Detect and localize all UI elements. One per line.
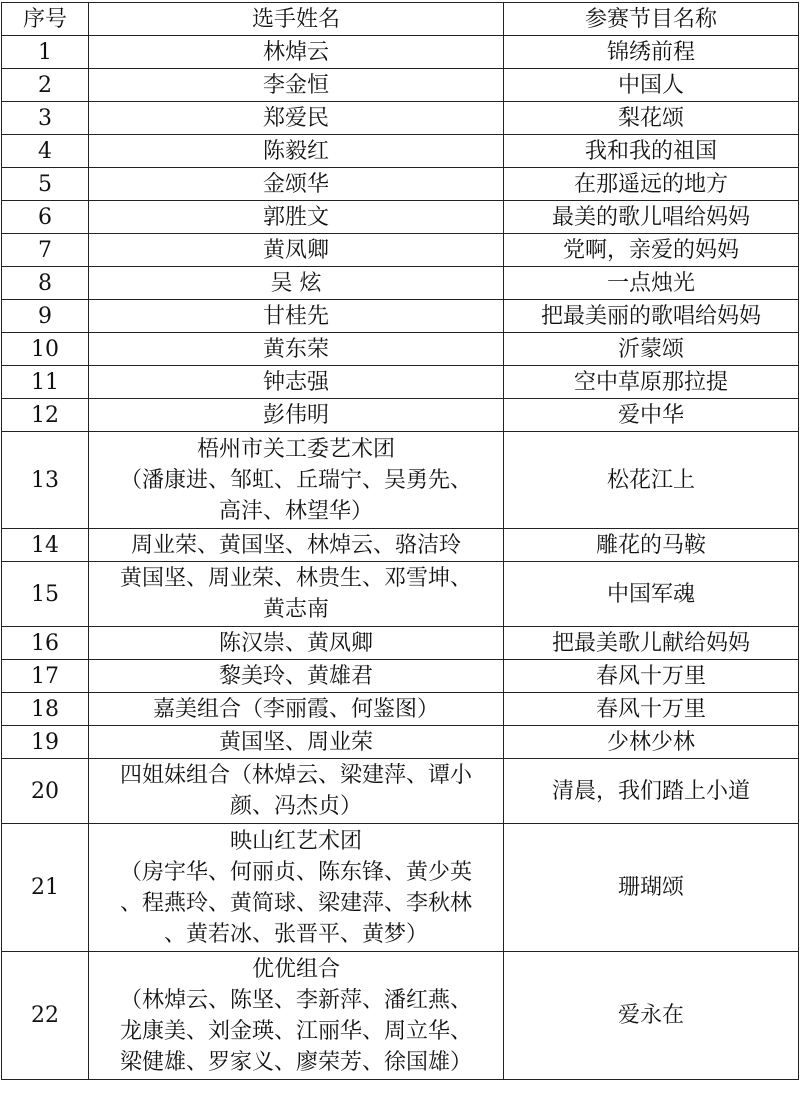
cell-program: 松花江上: [504, 432, 799, 529]
header-program: 参赛节目名称: [504, 3, 799, 36]
cell-no: 10: [2, 333, 89, 366]
cell-name: 梧州市关工委艺术团 （潘康进、邹虹、丘瑞宁、吴勇先、 高沣、林望华）: [89, 432, 504, 529]
header-no: 序号: [2, 3, 89, 36]
cell-program: 中国人: [504, 69, 799, 102]
table-row: [2, 660, 799, 693]
cell-no: 9: [2, 300, 89, 333]
table-row: [2, 267, 799, 300]
cell-program: 最美的歌儿唱给妈妈: [504, 201, 799, 234]
table-row: [2, 627, 799, 660]
cell-no: 17: [2, 660, 89, 693]
cell-name: 钟志强: [89, 366, 504, 399]
cell-name: 映山红艺术团 （房宇华、何丽贞、陈东锋、黄少英 、程燕玲、黄简球、梁建萍、李秋林 、黄若冰、张晋平、黄梦）: [89, 824, 504, 952]
table-row: [2, 952, 799, 1080]
cell-no: 20: [2, 759, 89, 824]
table-row: [2, 726, 799, 759]
cell-name: 金颂华: [89, 168, 504, 201]
cell-name: 黎美玲、黄雄君: [89, 660, 504, 693]
cell-program: 在那遥远的地方: [504, 168, 799, 201]
cell-program: 把最美丽的歌唱给妈妈: [504, 300, 799, 333]
cell-program: 梨花颂: [504, 102, 799, 135]
cell-program: 把最美歌儿献给妈妈: [504, 627, 799, 660]
cell-name: 黄凤卿: [89, 234, 504, 267]
cell-name: 黄国坚、周业荣、林贵生、邓雪坤、 黄志南: [89, 562, 504, 627]
cell-program: 雕花的马鞍: [504, 529, 799, 562]
program-table: [1, 2, 799, 1080]
cell-program: 珊瑚颂: [504, 824, 799, 952]
cell-program: 中国军魂: [504, 562, 799, 627]
cell-no: 11: [2, 366, 89, 399]
cell-no: 16: [2, 627, 89, 660]
table-row: [2, 69, 799, 102]
cell-no: 3: [2, 102, 89, 135]
cell-name: 郑爱民: [89, 102, 504, 135]
header-name: 选手姓名: [89, 3, 504, 36]
cell-no: 6: [2, 201, 89, 234]
cell-program: 一点烛光: [504, 267, 799, 300]
cell-no: 12: [2, 399, 89, 432]
cell-program: 少林少林: [504, 726, 799, 759]
cell-no: 18: [2, 693, 89, 726]
table-row: [2, 234, 799, 267]
cell-name: 周业荣、黄国坚、林焯云、骆洁玲: [89, 529, 504, 562]
cell-no: 1: [2, 36, 89, 69]
cell-no: 2: [2, 69, 89, 102]
cell-name: 彭伟明: [89, 399, 504, 432]
cell-program: 清晨，我们踏上小道: [504, 759, 799, 824]
table-row: [2, 399, 799, 432]
cell-program: 沂蒙颂: [504, 333, 799, 366]
cell-program: 空中草原那拉提: [504, 366, 799, 399]
cell-name: 黄东荣: [89, 333, 504, 366]
cell-name: 优优组合 （林焯云、陈坚、李新萍、潘红燕、 龙康美、刘金瑛、江丽华、周立华、 梁健雄、罗家义、廖荣芳、徐国雄）: [89, 952, 504, 1080]
cell-no: 19: [2, 726, 89, 759]
cell-program: 锦绣前程: [504, 36, 799, 69]
cell-name: 陈汉崇、黄凤卿: [89, 627, 504, 660]
cell-program: 爱永在: [504, 952, 799, 1080]
cell-no: 7: [2, 234, 89, 267]
cell-name: 郭胜文: [89, 201, 504, 234]
cell-name: 陈毅红: [89, 135, 504, 168]
cell-no: 5: [2, 168, 89, 201]
header-row: [2, 3, 799, 36]
table-row: [2, 562, 799, 627]
cell-no: 14: [2, 529, 89, 562]
cell-name: 甘桂先: [89, 300, 504, 333]
table-row: [2, 529, 799, 562]
table-row: [2, 201, 799, 234]
cell-no: 8: [2, 267, 89, 300]
cell-no: 4: [2, 135, 89, 168]
cell-program: 春风十万里: [504, 693, 799, 726]
cell-program: 我和我的祖国: [504, 135, 799, 168]
table-row: [2, 824, 799, 952]
cell-name: 黄国坚、周业荣: [89, 726, 504, 759]
cell-program: 爱中华: [504, 399, 799, 432]
table-row: [2, 102, 799, 135]
table-row: [2, 432, 799, 529]
table-row: [2, 36, 799, 69]
table-row: [2, 300, 799, 333]
cell-no: 21: [2, 824, 89, 952]
cell-no: 13: [2, 432, 89, 529]
table-row: [2, 168, 799, 201]
cell-name: 吴 炫: [89, 267, 504, 300]
cell-no: 15: [2, 562, 89, 627]
cell-program: 党啊，亲爱的妈妈: [504, 234, 799, 267]
cell-name: 林焯云: [89, 36, 504, 69]
table-row: [2, 135, 799, 168]
cell-name: 李金恒: [89, 69, 504, 102]
cell-program: 春风十万里: [504, 660, 799, 693]
table-row: [2, 366, 799, 399]
cell-name: 四姐妹组合（林焯云、梁建萍、谭小 颜、冯杰贞）: [89, 759, 504, 824]
table-row: [2, 693, 799, 726]
cell-name: 嘉美组合（李丽霞、何鉴图）: [89, 693, 504, 726]
table-row: [2, 333, 799, 366]
table-row: [2, 759, 799, 824]
cell-no: 22: [2, 952, 89, 1080]
